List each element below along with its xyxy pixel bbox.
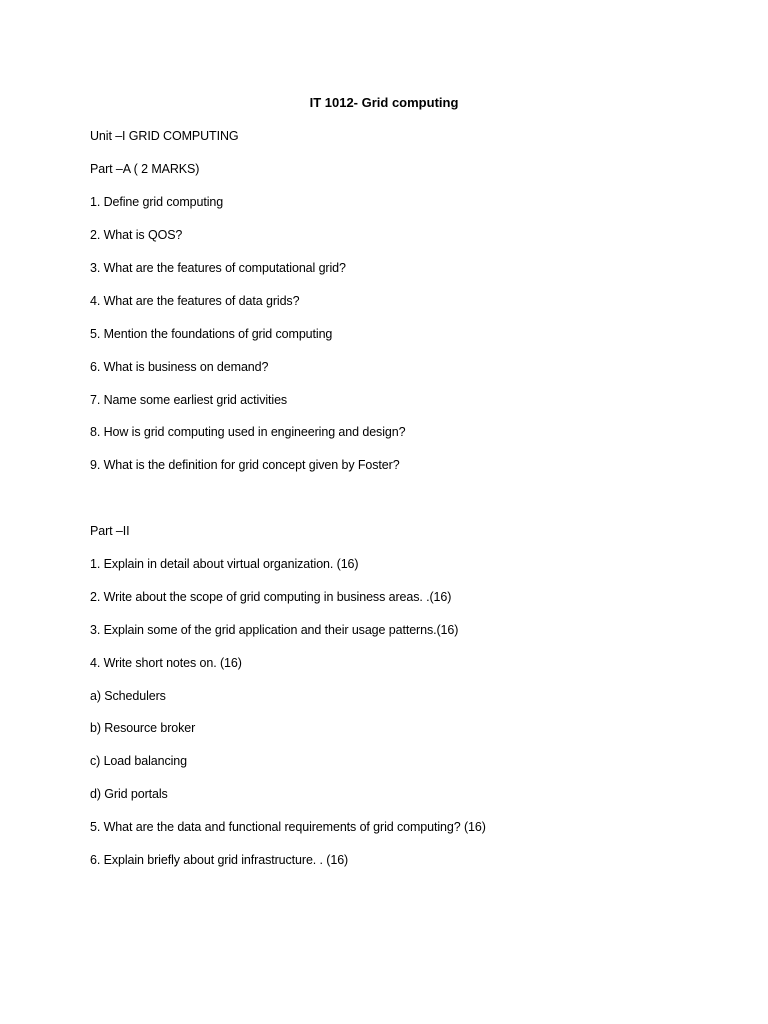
part-b-question: 4. Write short notes on. (16) xyxy=(90,656,242,670)
part-a-question: 5. Mention the foundations of grid computing xyxy=(90,327,333,341)
part-b-question: 2. Write about the scope of grid computing in business areas. .(16) xyxy=(90,590,452,604)
part-a-question: 9. What is the definition for grid concept given by Foster? xyxy=(90,458,400,472)
part-b-question: 6. Explain briefly about grid infrastructure. . (16) xyxy=(90,853,349,867)
part-a-question: 6. What is business on demand? xyxy=(90,360,269,374)
part-b-question: 3. Explain some of the grid application and their usage patterns.(16) xyxy=(90,623,459,637)
part-a-question: 7. Name some earliest grid activities xyxy=(90,393,288,407)
part-b-subitem: c) Load balancing xyxy=(90,754,187,768)
part-a-question: 8. How is grid computing used in engineering and design? xyxy=(90,425,406,439)
part-b-question: 1. Explain in detail about virtual organization. (16) xyxy=(90,557,359,571)
part-b-subitem: b) Resource broker xyxy=(90,721,196,735)
part-b-subitem: a) Schedulers xyxy=(90,689,166,703)
part-a-heading: Part –A ( 2 MARKS) xyxy=(90,162,200,176)
part-b-subitem: d) Grid portals xyxy=(90,787,168,801)
part-a-question: 2. What is QOS? xyxy=(90,228,183,242)
part-b-heading: Part –II xyxy=(90,524,130,538)
part-b-question: 5. What are the data and functional requirements of grid computing? (16) xyxy=(90,820,486,834)
part-a-question: 1. Define grid computing xyxy=(90,195,224,209)
document-title: IT 1012- Grid computing xyxy=(309,95,459,110)
unit-heading: Unit –I GRID COMPUTING xyxy=(90,129,239,143)
part-a-question: 4. What are the features of data grids? xyxy=(90,294,300,308)
part-a-question: 3. What are the features of computational grid? xyxy=(90,261,346,275)
